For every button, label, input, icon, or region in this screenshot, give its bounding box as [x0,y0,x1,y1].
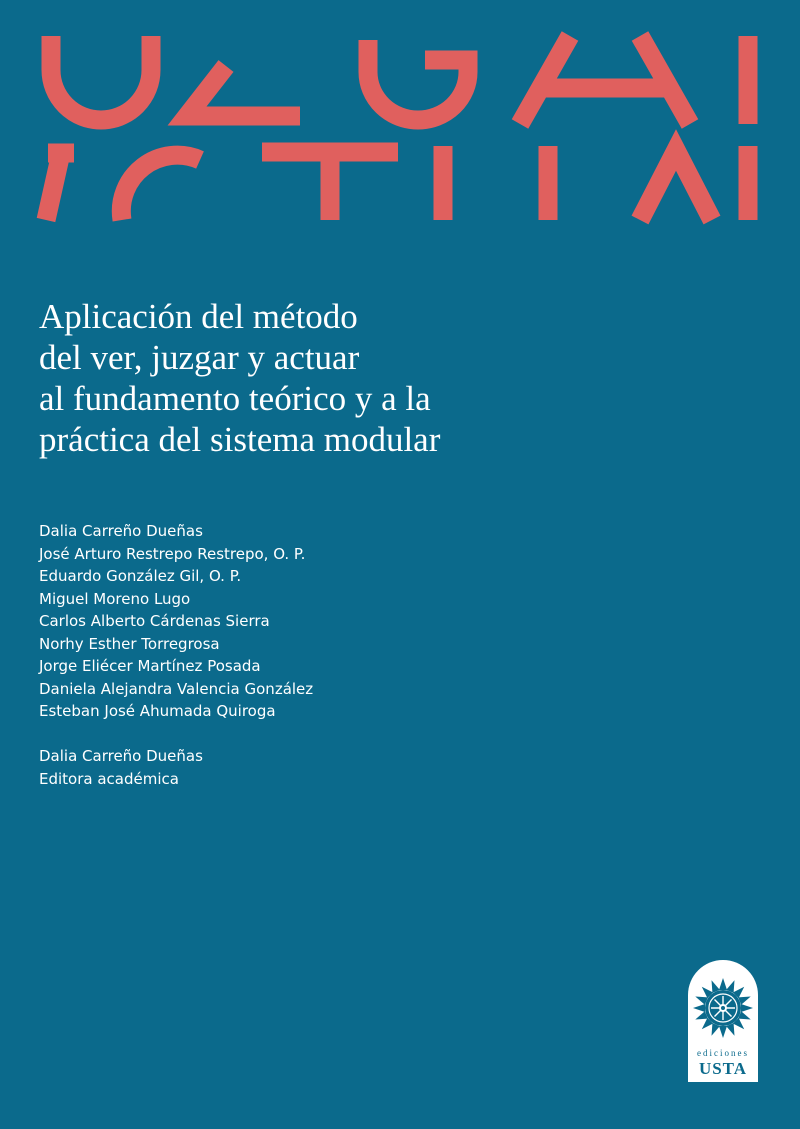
editor-block [39,745,203,790]
title-line: Aplicación del método [39,297,358,336]
book-title [39,296,739,460]
author-name: Dalia Carreño Dueñas [39,522,203,540]
sun-emblem-icon [693,978,753,1038]
author-name: Norhy Esther Torregrosa [39,634,220,653]
deco-shape-z [187,66,300,116]
author-name: Daniela Alejandra Valencia González [39,679,314,698]
author-name: Eduardo González Gil, O. P. [39,567,242,585]
publisher-line-1: ediciones [697,1048,749,1058]
deco-shape-a [520,36,690,124]
publisher-line-2: USTA [698,1059,748,1078]
deco-shape-a-lower [46,153,74,220]
title-line: práctica del sistema modular [39,420,441,459]
decorative-cut-lettering [0,0,800,230]
title-line: del ver, juzgar y actuar [39,338,360,377]
deco-shape-t [262,152,398,220]
editor-name: Dalia Carreño Dueñas [39,747,203,765]
deco-shape-a-apex [640,150,712,220]
deco-shape-u [51,36,151,120]
author-name: José Arturo Restrepo Restrepo, O. P. [39,544,306,563]
author-name: Miguel Moreno Lugo [39,589,191,608]
author-list [39,520,313,723]
deco-shape-g [368,40,468,120]
title-line: al fundamento teórico y a la [39,379,431,418]
author-name: Esteban José Ahumada Quiroga [39,702,276,720]
deco-shape-u-lower [443,146,548,220]
author-name: Jorge Eliécer Martínez Posada [39,657,261,675]
author-name: Carlos Alberto Cárdenas Sierra [39,612,270,630]
editor-role: Editora académica [39,769,179,788]
deco-shape-c [121,155,200,220]
